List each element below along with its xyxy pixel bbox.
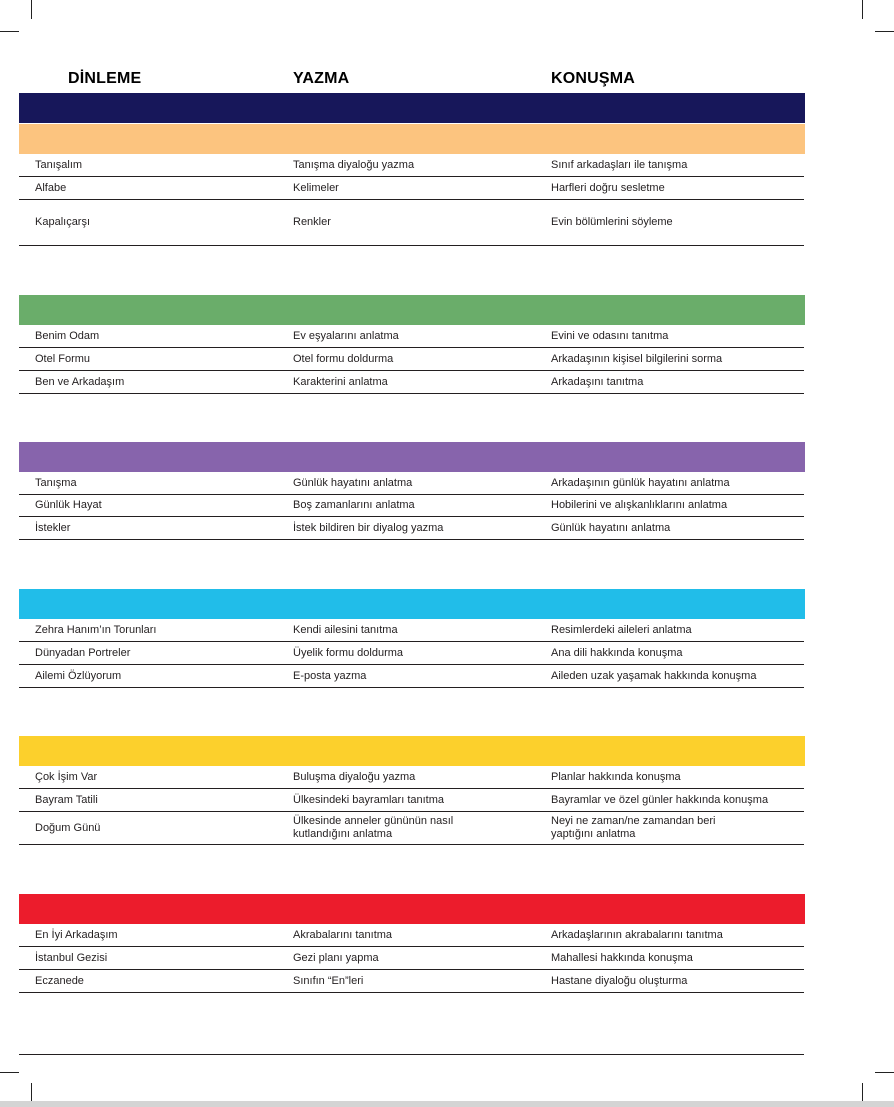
writing-cell: Günlük hayatını anlatma <box>293 477 413 489</box>
listening-cell: Dünyadan Portreler <box>35 646 131 659</box>
section-bar-yellow <box>19 736 805 766</box>
crop-mark <box>0 1072 19 1073</box>
table-row <box>19 812 804 845</box>
bottom-rule <box>19 1054 804 1055</box>
listening-cell: Bayram Tatili <box>35 793 98 806</box>
table-row <box>19 642 804 665</box>
table-row <box>19 326 804 348</box>
table-row <box>19 925 804 947</box>
speaking-cell: Evin bölümlerini söyleme <box>551 216 673 228</box>
writing-cell: Karakterini anlatma <box>293 375 388 388</box>
writing-cell: İstek bildiren bir diyalog yazma <box>293 521 444 534</box>
writing-cell: E-posta yazma <box>293 669 367 682</box>
speaking-cell: Günlük hayatını anlatma <box>551 521 671 534</box>
writing-cell: Renkler <box>293 216 331 228</box>
table-row <box>19 767 804 789</box>
header-yazma: YAZMA <box>293 70 350 87</box>
writing-cell: Gezi planı yapma <box>293 951 379 964</box>
listening-cell: Ben ve Arkadaşım <box>35 375 125 388</box>
speaking-cell: Harfleri doğru sesletme <box>551 181 665 194</box>
table-row <box>19 371 804 394</box>
table-row <box>19 155 804 177</box>
table-row <box>19 665 804 688</box>
writing-cell: Ülkesinde anneler gününün nasıl kutlandığını anlatma <box>293 815 454 840</box>
speaking-cell: Ana dili hakkında konuşma <box>551 646 683 659</box>
table-row <box>19 495 804 517</box>
speaking-cell: Planlar hakkında konuşma <box>551 771 681 783</box>
speaking-cell: Aileden uzak yaşamak hakkında konuşma <box>551 669 757 682</box>
listening-cell: İstanbul Gezisi <box>35 951 108 964</box>
table-row <box>19 789 804 812</box>
speaking-cell: Mahallesi hakkında konuşma <box>551 951 693 964</box>
listening-cell: Ailemi Özlüyorum <box>35 669 122 682</box>
crop-mark <box>875 31 894 32</box>
speaking-cell: Hobilerini ve alışkanlıklarını anlatma <box>551 499 728 511</box>
writing-cell: Sınıfın “En”leri <box>293 974 364 987</box>
table-row <box>19 473 804 495</box>
section-bar-cyan <box>19 589 805 619</box>
listening-cell: Tanışma <box>35 477 77 489</box>
speaking-cell: Evini ve odasını tanıtma <box>551 330 669 342</box>
writing-cell: Kelimeler <box>293 181 339 194</box>
writing-cell: Boş zamanlarını anlatma <box>293 499 415 511</box>
writing-cell: Kendi ailesini tanıtma <box>293 624 398 636</box>
listening-cell: Zehra Hanım’ın Torunları <box>35 624 157 636</box>
speaking-cell: Bayramlar ve özel günler hakkında konuşma <box>551 793 769 806</box>
table-row <box>19 517 804 540</box>
speaking-cell: Arkadaşının kişisel bilgilerini sorma <box>551 352 723 365</box>
speaking-cell: Arkadaşlarının akrabalarını tanıtma <box>551 929 723 941</box>
speaking-cell: Neyi ne zaman/ne zamandan beri yaptığını anlatma <box>551 815 716 840</box>
writing-cell: Tanışma diyaloğu yazma <box>293 159 415 171</box>
table-row <box>19 947 804 970</box>
speaking-cell: Arkadaşını tanıtma <box>551 375 644 388</box>
table-row <box>19 970 804 993</box>
header-dinleme: DİNLEME <box>68 70 142 87</box>
column-headers <box>0 70 894 92</box>
crop-mark <box>862 0 863 19</box>
section-bar-green <box>19 295 805 325</box>
listening-cell: Tanışalım <box>35 159 83 171</box>
page-bottom-edge <box>0 1101 894 1107</box>
header-konusma: KONUŞMA <box>551 70 636 87</box>
writing-cell: Üyelik formu doldurma <box>293 646 404 659</box>
listening-cell: Otel Formu <box>35 352 91 365</box>
section-bar-purple <box>19 442 805 472</box>
table-row <box>19 200 804 246</box>
listening-cell: Çok İşim Var <box>35 771 98 783</box>
navy-band <box>19 93 805 123</box>
crop-mark <box>875 1072 894 1073</box>
listening-cell: Eczanede <box>35 974 84 987</box>
speaking-cell: Hastane diyaloğu oluşturma <box>551 974 688 987</box>
speaking-cell: Resimlerdeki aileleri anlatma <box>551 624 692 636</box>
section-bar-red <box>19 894 805 924</box>
writing-cell: Ev eşyalarını anlatma <box>293 330 399 342</box>
table-row <box>19 177 804 200</box>
crop-mark <box>31 1083 32 1103</box>
table-row <box>19 620 804 642</box>
listening-cell: Kapalıçarşı <box>35 216 91 228</box>
crop-mark <box>31 0 32 19</box>
listening-cell: Benim Odam <box>35 330 100 342</box>
table-row <box>19 348 804 371</box>
writing-cell: Buluşma diyaloğu yazma <box>293 771 416 783</box>
writing-cell: Otel formu doldurma <box>293 352 394 365</box>
speaking-cell: Arkadaşının günlük hayatını anlatma <box>551 477 730 489</box>
writing-cell: Akrabalarını tanıtma <box>293 929 393 941</box>
listening-cell: İstekler <box>35 521 71 534</box>
listening-cell: Doğum Günü <box>35 821 101 834</box>
crop-mark <box>0 31 19 32</box>
listening-cell: En İyi Arkadaşım <box>35 929 118 941</box>
listening-cell: Alfabe <box>35 181 67 194</box>
crop-mark <box>862 1083 863 1103</box>
section-bar-peach <box>19 124 805 154</box>
writing-cell: Ülkesindeki bayramları tanıtma <box>293 793 445 806</box>
speaking-cell: Sınıf arkadaşları ile tanışma <box>551 159 688 171</box>
listening-cell: Günlük Hayat <box>35 499 102 511</box>
